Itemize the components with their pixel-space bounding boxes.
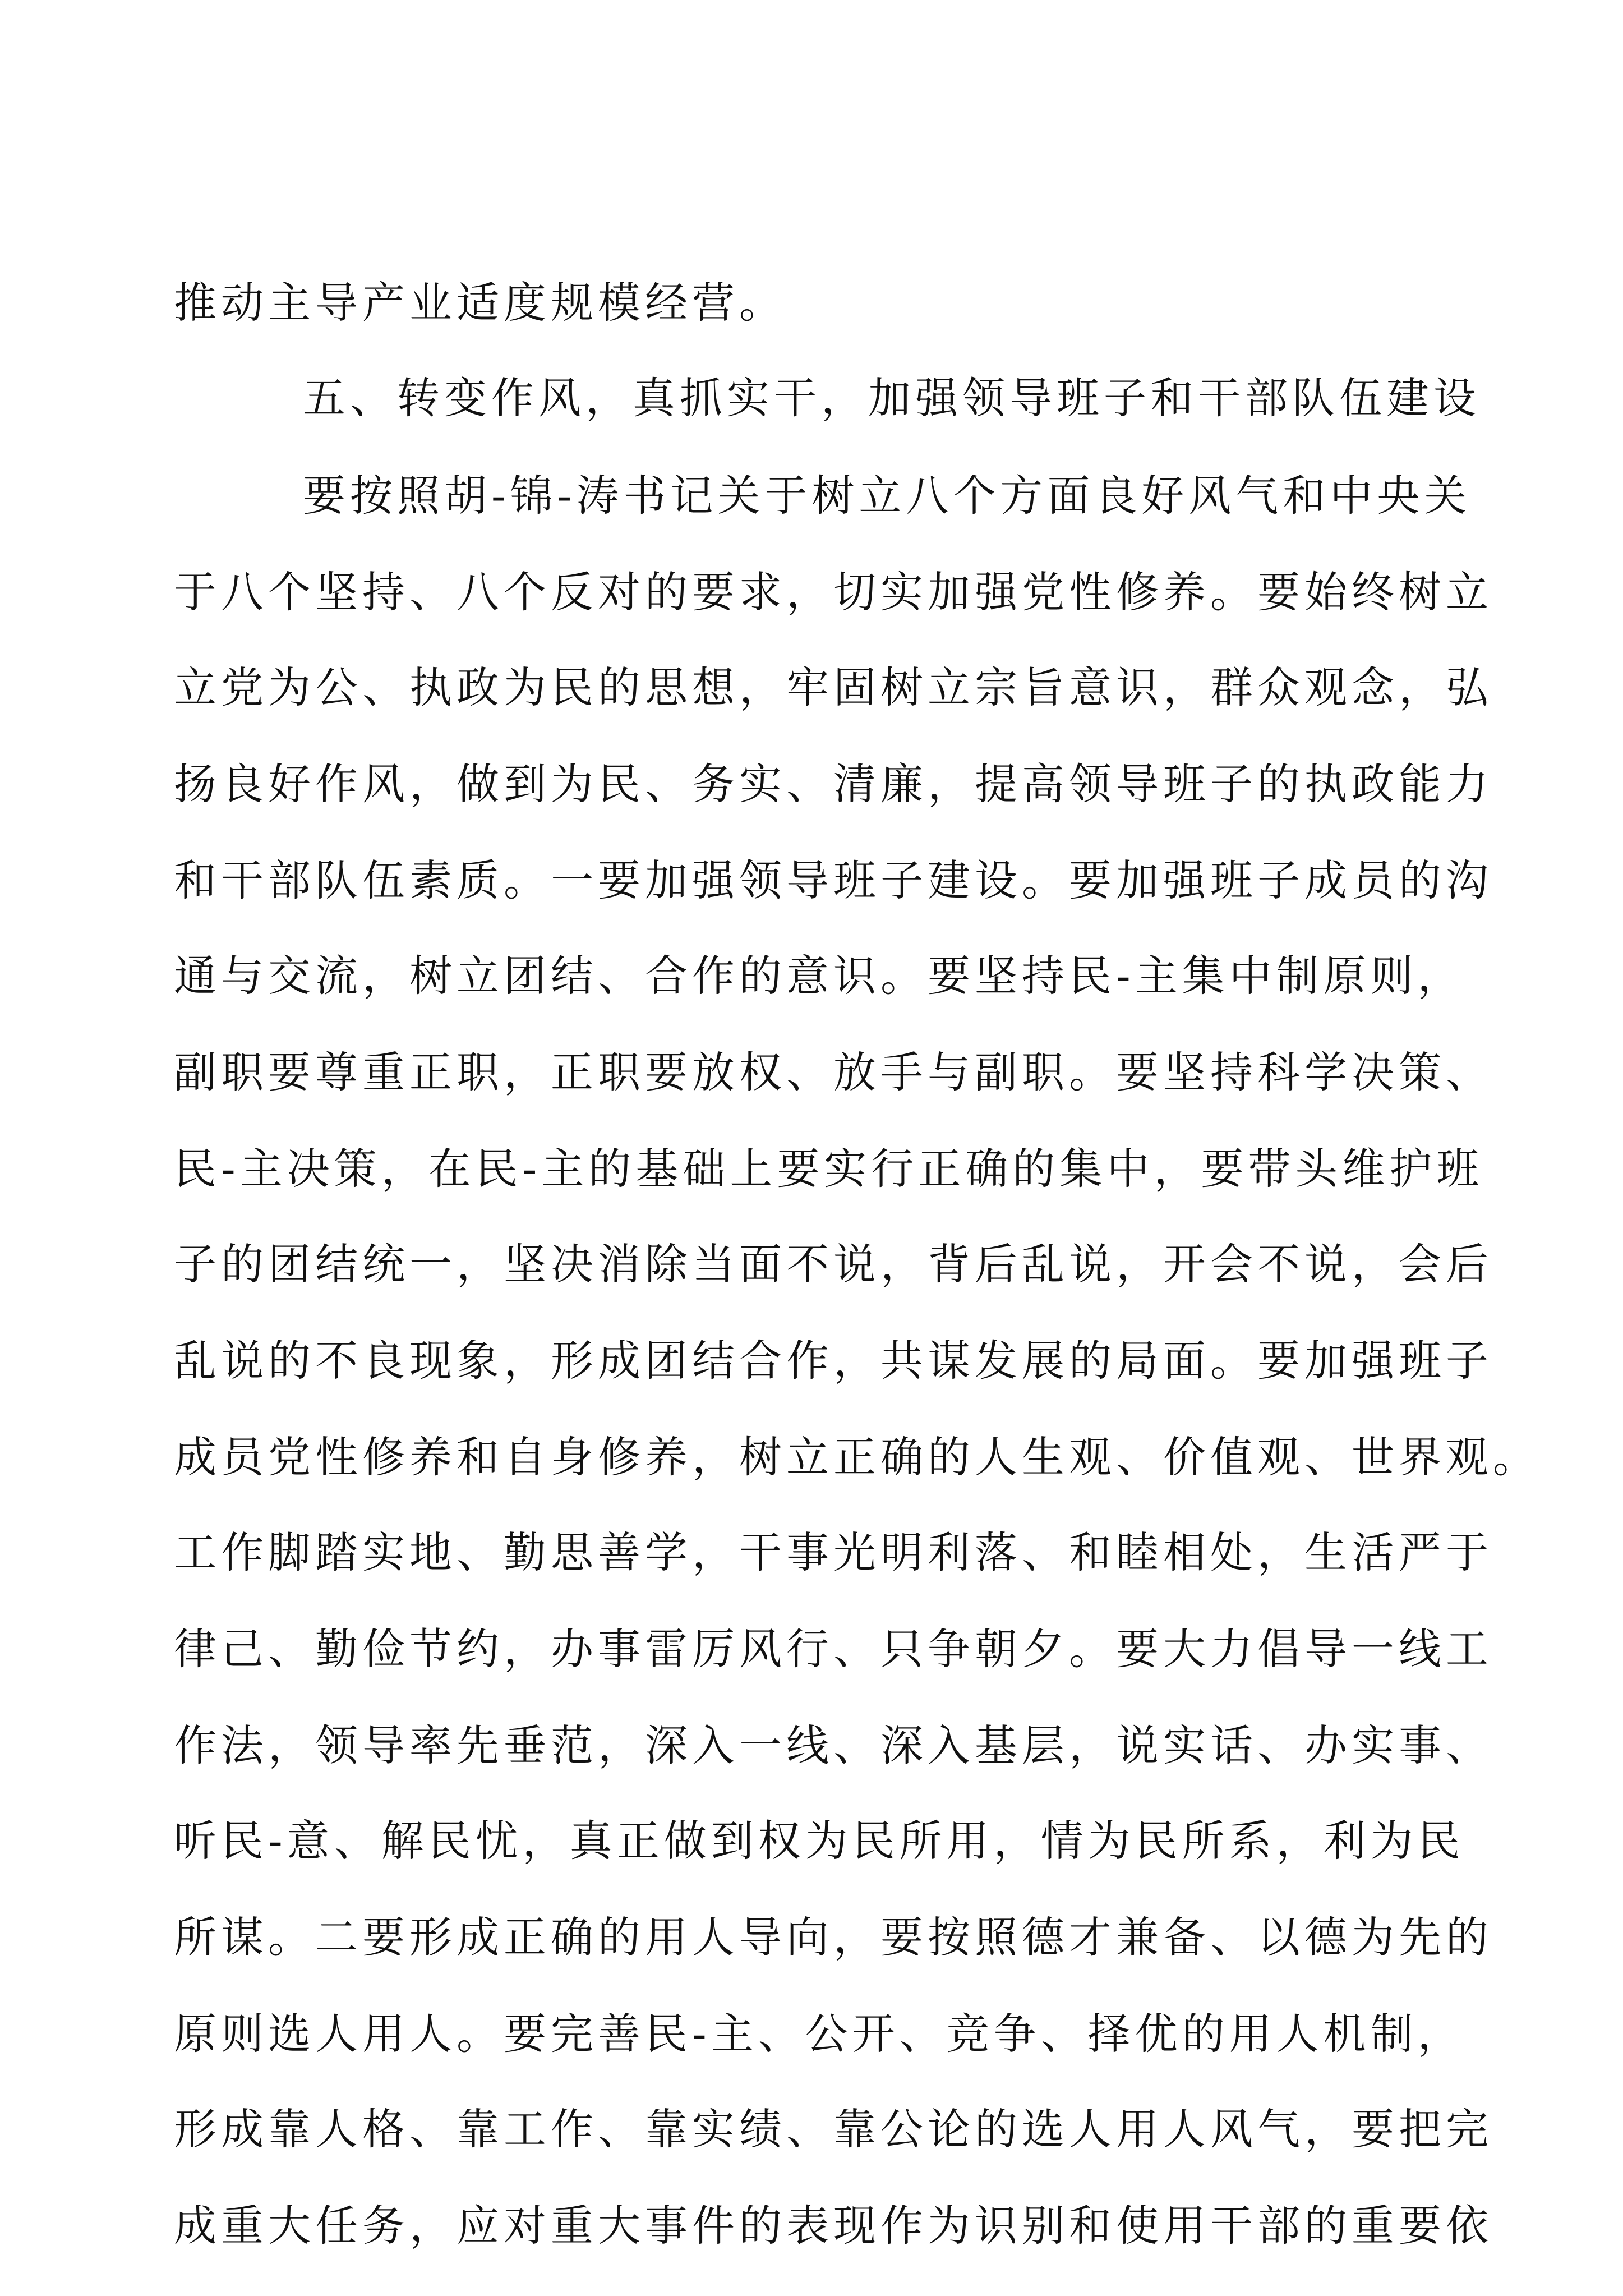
paragraph-line: 原则选人用人。要完善民-主、公开、竞争、择优的用人机制， bbox=[174, 2009, 1465, 2059]
paragraph-line: 听民-意、解民忧，真正做到权为民所用，情为民所系，利为民 bbox=[174, 1816, 1465, 1866]
paragraph-line: 推动主导产业适度规模经营。 bbox=[174, 278, 786, 328]
paragraph-line: 立党为公、执政为民的思想，牢固树立宗旨意识，群众观念，弘 bbox=[174, 662, 1493, 712]
paragraph-line: 和干部队伍素质。一要加强领导班子建设。要加强班子成员的沟 bbox=[174, 855, 1493, 905]
paragraph-line: 乱说的不良现象，形成团结合作，共谋发展的局面。要加强班子 bbox=[174, 1336, 1493, 1386]
paragraph-line: 成员党性修养和自身修养，树立正确的人生观、价值观、世界观。 bbox=[174, 1432, 1540, 1482]
paragraph-line: 成重大任务，应对重大事件的表现作为识别和使用干部的重要依 bbox=[174, 2201, 1493, 2251]
paragraph-line: 作法，领导率先垂范，深入一线、深入基层，说实话、办实事、 bbox=[174, 1720, 1493, 1770]
paragraph-line: 扬良好作风，做到为民、务实、清廉，提高领导班子的执政能力 bbox=[174, 759, 1493, 809]
paragraph-line: 要按照胡-锦-涛书记关于树立八个方面良好风气和中央关 bbox=[303, 471, 1472, 521]
paragraph-line: 所谋。二要形成正确的用人导向，要按照德才兼备、以德为先的 bbox=[174, 1912, 1493, 1962]
paragraph-line: 工作脚踏实地、勤思善学，干事光明利落、和睦相处，生活严于 bbox=[174, 1527, 1493, 1577]
paragraph-line: 子的团结统一，坚决消除当面不说，背后乱说，开会不说，会后 bbox=[174, 1239, 1493, 1289]
paragraph-line: 律己、勤俭节约，办事雷厉风行、只争朝夕。要大力倡导一线工 bbox=[174, 1624, 1493, 1674]
paragraph-line: 于八个坚持、八个反对的要求，切实加强党性修养。要始终树立 bbox=[174, 567, 1493, 617]
paragraph-line: 通与交流，树立团结、合作的意识。要坚持民-主集中制原则， bbox=[174, 951, 1465, 1001]
paragraph-line: 形成靠人格、靠工作、靠实绩、靠公论的选人用人风气，要把完 bbox=[174, 2104, 1493, 2154]
paragraph-line: 副职要尊重正职，正职要放权、放手与副职。要坚持科学决策、 bbox=[174, 1047, 1493, 1097]
paragraph-line: 民-主决策，在民-主的基础上要实行正确的集中，要带头维护班 bbox=[174, 1144, 1484, 1194]
section-heading: 五、转变作风，真抓实干，加强领导班子和干部队伍建设 bbox=[303, 373, 1481, 423]
